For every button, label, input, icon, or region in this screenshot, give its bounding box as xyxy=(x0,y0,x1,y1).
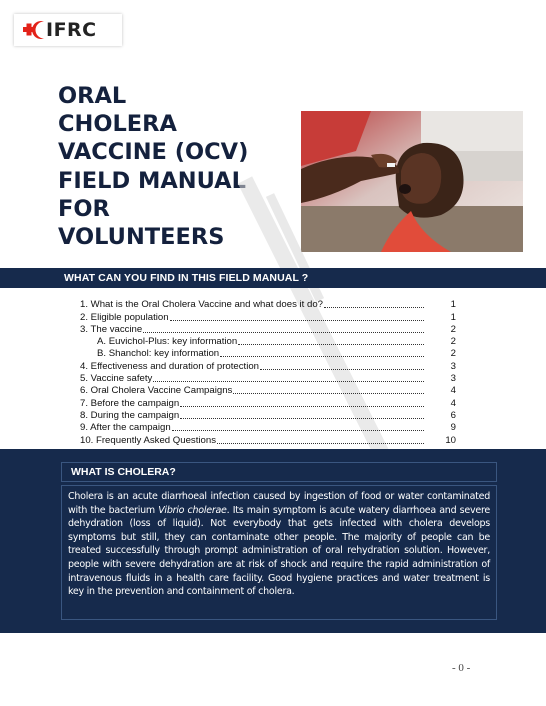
logo-text: IFRC xyxy=(46,19,97,41)
title-line: VACCINE (OCV) xyxy=(58,139,249,166)
toc-item[interactable] xyxy=(80,311,456,323)
toc-item-page: 2 xyxy=(450,336,456,348)
toc-item-page: 9 xyxy=(450,422,456,434)
toc-item-label: 3. The vaccine xyxy=(80,323,143,335)
toc-dot-leader xyxy=(143,332,424,333)
table-of-contents xyxy=(80,299,456,447)
toc-item-page: 2 xyxy=(450,348,456,360)
cholera-text-part: . Its main symptom is acute watery diarrhoea and severe dehydration (loss of liquid). Not everybody that gets infected with cholera develops symptoms but still, they can contaminate other people. The majority of people can be treated successfully through prompt administration of oral rehydration solution. However, people with severe dehydration are at risk of shock and require the rapid administration of intravenous fluids in a health care facility. Good hygiene practices and water treatment is key in the prevention and containment of cholera. xyxy=(68,504,490,598)
toc-item-page: 6 xyxy=(450,409,456,421)
toc-item[interactable] xyxy=(80,360,456,372)
toc-dot-leader xyxy=(233,393,424,394)
cholera-heading-box xyxy=(61,462,497,482)
toc-item-label: 8. During the campaign xyxy=(80,409,180,421)
toc-item-page: 1 xyxy=(450,311,456,323)
title-line: FIELD MANUAL xyxy=(58,167,246,194)
child-vaccination-illustration xyxy=(301,111,523,252)
cholera-text-part: Cholera is an acute diarrhoeal infection caused by ingestion of food or water contaminated with the bacterium xyxy=(68,491,490,516)
toc-item-label: 10. Frequently Asked Questions xyxy=(80,434,216,446)
title-line: VOLUNTEERS xyxy=(58,224,225,251)
document-title xyxy=(58,82,298,251)
toc-item-label: 2. Eligible population xyxy=(80,311,169,323)
toc-item-label: 5. Vaccine safety xyxy=(80,373,153,385)
title-line: FOR xyxy=(58,195,110,222)
toc-item[interactable] xyxy=(80,324,456,336)
cholera-text-box xyxy=(61,485,497,620)
toc-item-page: 3 xyxy=(450,360,456,372)
toc-item[interactable] xyxy=(80,348,456,360)
toc-dot-leader xyxy=(220,356,424,357)
toc-item[interactable] xyxy=(80,397,456,409)
toc-dot-leader xyxy=(180,418,424,419)
toc-heading: WHAT CAN YOU FIND IN THIS FIELD MANUAL ? xyxy=(64,272,309,284)
ifrc-logo xyxy=(14,14,122,46)
toc-item[interactable] xyxy=(80,336,456,348)
toc-item-label: B. Shanchol: key information xyxy=(97,348,220,360)
toc-item-label: A. Euvichol-Plus: key information xyxy=(97,336,238,348)
cholera-heading: WHAT IS CHOLERA? xyxy=(71,466,176,478)
cholera-paragraph xyxy=(68,490,490,599)
toc-item-page: 3 xyxy=(450,373,456,385)
title-line: CHOLERA xyxy=(58,111,177,138)
toc-dot-leader xyxy=(172,430,424,431)
toc-item-page: 4 xyxy=(450,385,456,397)
toc-header-bar xyxy=(0,268,546,288)
toc-item[interactable] xyxy=(80,434,456,446)
toc-item[interactable] xyxy=(80,410,456,422)
toc-dot-leader xyxy=(170,320,424,321)
toc-item[interactable] xyxy=(80,385,456,397)
toc-item[interactable] xyxy=(80,299,456,311)
toc-item-label: 7. Before the campaign xyxy=(80,397,180,409)
toc-dot-leader xyxy=(260,369,424,370)
toc-item[interactable] xyxy=(80,422,456,434)
cholera-section xyxy=(0,449,546,633)
toc-item-page: 1 xyxy=(450,299,456,311)
cover-photo xyxy=(301,111,523,252)
red-cross-crescent-icon xyxy=(20,18,46,42)
toc-item-page: 10 xyxy=(445,434,456,446)
toc-dot-leader xyxy=(153,381,424,382)
toc-item-label: 6. Oral Cholera Vaccine Campaigns xyxy=(80,385,233,397)
toc-item-label: 9. After the campaign xyxy=(80,422,171,434)
bacterium-name: Vibrio cholerae xyxy=(158,504,227,516)
toc-item-label: 1. What is the Oral Cholera Vaccine and what does it do? xyxy=(80,299,323,311)
toc-dot-leader xyxy=(217,443,424,444)
toc-item-page: 4 xyxy=(450,397,456,409)
toc-item-label: 4. Effectiveness and duration of protection xyxy=(80,360,260,372)
title-line: ORAL xyxy=(58,83,127,109)
page-number: - 0 - xyxy=(452,662,471,674)
toc-item[interactable] xyxy=(80,373,456,385)
toc-dot-leader xyxy=(324,307,424,308)
toc-dot-leader xyxy=(238,344,424,345)
toc-item-page: 2 xyxy=(450,323,456,335)
toc-dot-leader xyxy=(180,406,424,407)
